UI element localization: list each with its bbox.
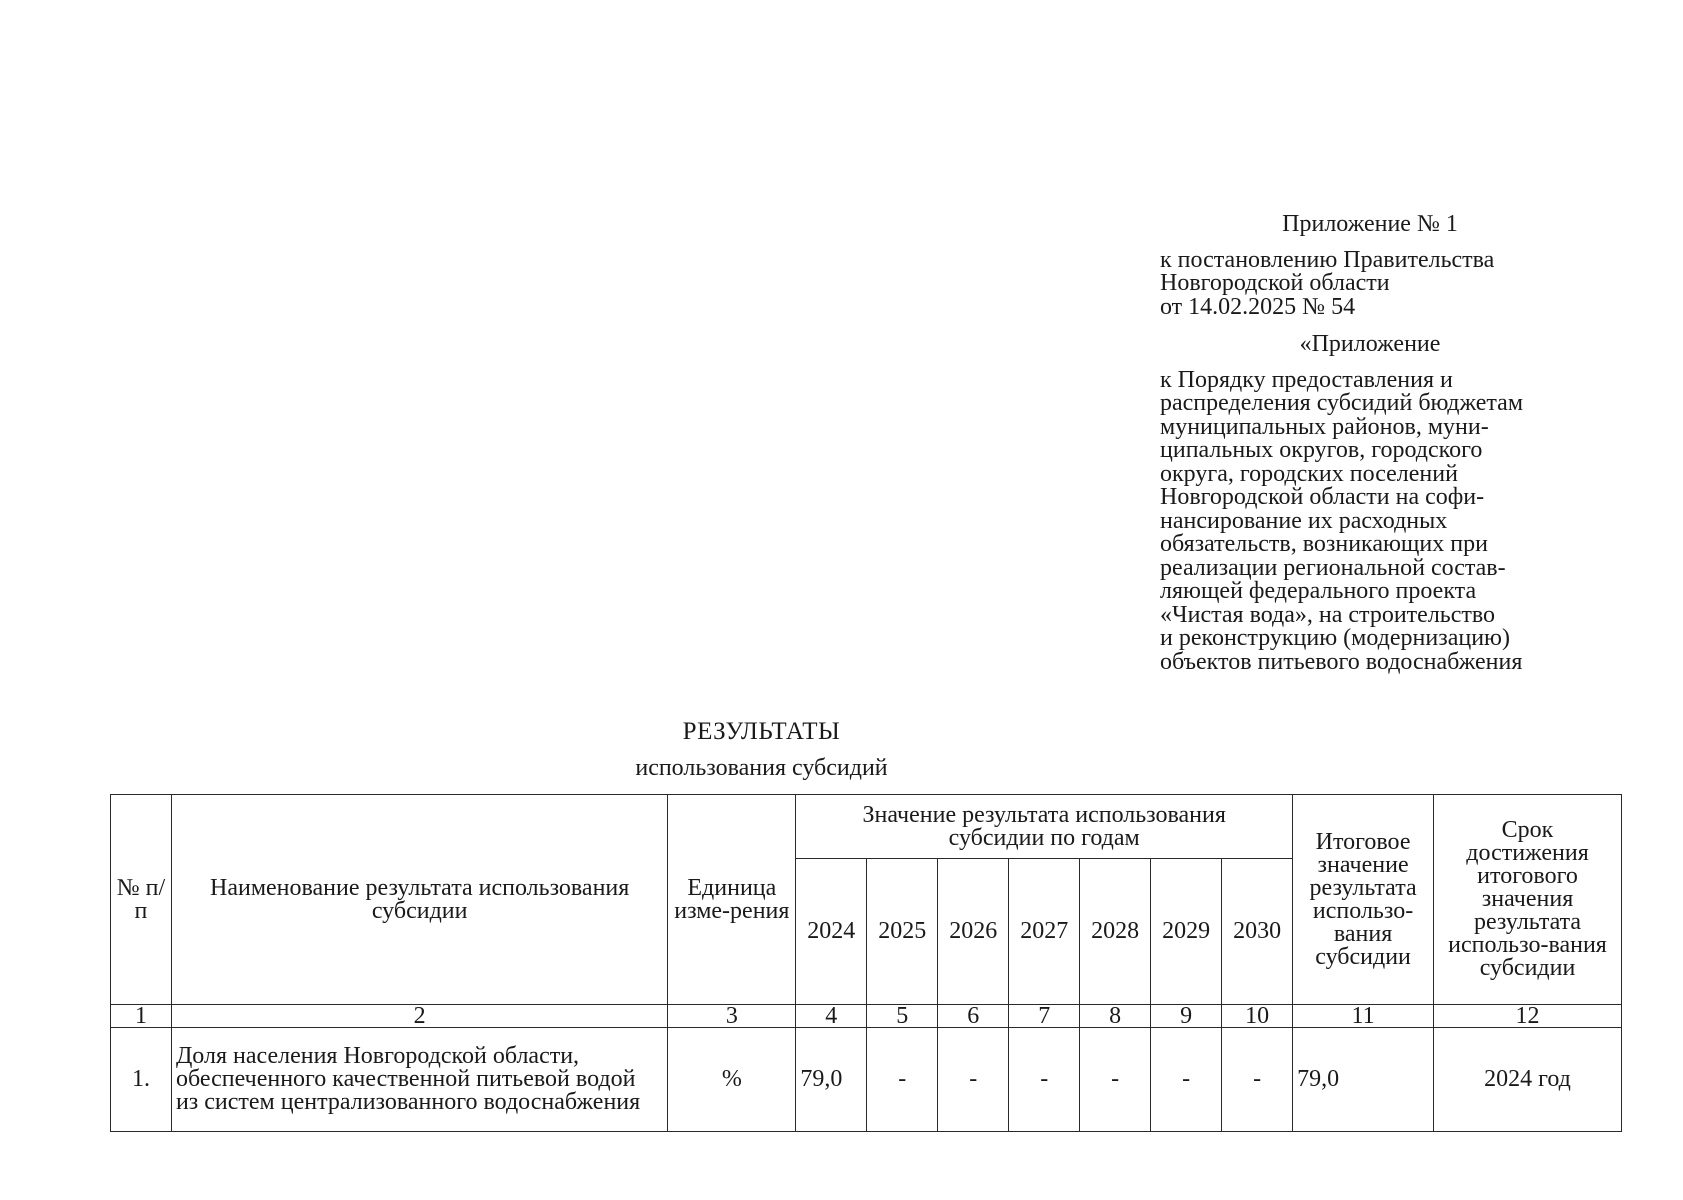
header-unit: Единица изме-рения	[668, 795, 796, 1005]
appendix-body-line: реализации региональной состав-	[1160, 554, 1506, 581]
appendix-body-line: нансирование их расходных	[1160, 507, 1448, 534]
column-number: 9	[1151, 1005, 1222, 1028]
appendix-to-line-2: Новгородской области	[1160, 270, 1390, 296]
appendix-body-line: ципальных округов, городского	[1160, 437, 1483, 463]
column-number: 10	[1222, 1005, 1293, 1028]
column-number: 4	[796, 1005, 867, 1028]
appendix-body-line: и реконструкцию (модернизацию)	[1160, 625, 1510, 651]
appendix-body-line: муниципальных районов, муни-	[1160, 413, 1489, 440]
row-unit: %	[668, 1028, 796, 1132]
appendix-to-line-1: к постановлению Правительства	[1160, 246, 1495, 273]
appendix-body-line: ляющей федерального проекта	[1160, 578, 1477, 604]
row-no: 1.	[111, 1028, 172, 1132]
appendix-subtitle: «Приложение	[1299, 331, 1441, 357]
header-no: № п/п	[111, 795, 172, 1005]
appendix-title: Приложение № 1	[1282, 211, 1458, 237]
column-number: 12	[1434, 1005, 1622, 1028]
header-years-group: Значение результата использования субсидии по годам	[796, 795, 1293, 859]
row-value-2028: -	[1080, 1028, 1151, 1132]
document-title: РЕЗУЛЬТАТЫ	[682, 718, 841, 745]
column-number: 2	[171, 1005, 667, 1028]
appendix-block	[1160, 213, 1580, 674]
header-deadline: Срок достижения итогового значения результата использо-вания субсидии	[1434, 795, 1622, 1005]
row-value-2026: -	[938, 1028, 1009, 1132]
document-subtitle: использования субсидий	[635, 755, 888, 781]
appendix-body-line: Новгородской области на софи-	[1160, 484, 1485, 510]
row-value-2029: -	[1151, 1028, 1222, 1132]
appendix-body-line: обязательств, возникающих при	[1160, 531, 1488, 557]
row-value-2030: -	[1222, 1028, 1293, 1132]
header-year: 2025	[867, 859, 938, 1005]
column-number: 11	[1293, 1005, 1434, 1028]
appendix-body-line: к Порядку предоставления и	[1160, 366, 1453, 393]
column-number: 7	[1009, 1005, 1080, 1028]
appendix-body-line: распределения субсидий бюджетам	[1160, 390, 1523, 416]
column-number: 5	[867, 1005, 938, 1028]
appendix-body-line: объектов питьевого водоснабжения	[1160, 648, 1523, 675]
appendix-body-line: округа, городских поселений	[1160, 460, 1458, 487]
column-number: 6	[938, 1005, 1009, 1028]
row-value-2024: 79,0	[796, 1028, 867, 1132]
row-name: Доля населения Новгородской области, обеспеченного качественной питьевой водой из систем централизованного водоснабжения	[171, 1028, 667, 1132]
header-year: 2027	[1009, 859, 1080, 1005]
header-year: 2028	[1080, 859, 1151, 1005]
row-value-2025: -	[867, 1028, 938, 1132]
column-number: 1	[111, 1005, 172, 1028]
column-number: 8	[1080, 1005, 1151, 1028]
row-deadline: 2024 год	[1434, 1028, 1622, 1132]
header-year: 2029	[1151, 859, 1222, 1005]
header-year: 2030	[1222, 859, 1293, 1005]
appendix-body-line: «Чистая вода», на строительство	[1160, 601, 1496, 628]
header-year: 2026	[938, 859, 1009, 1005]
header-name: Наименование результата использования субсидии	[171, 795, 667, 1005]
row-final: 79,0	[1293, 1028, 1434, 1132]
header-final: Итоговое значение результата использо-вания субсидии	[1293, 795, 1434, 1005]
appendix-to-line-3: от 14.02.2025 № 54	[1160, 293, 1356, 320]
appendix-body	[1160, 366, 1580, 675]
results-table	[110, 794, 1622, 1132]
column-number: 3	[668, 1005, 796, 1028]
row-value-2027: -	[1009, 1028, 1080, 1132]
header-year: 2024	[796, 859, 867, 1005]
